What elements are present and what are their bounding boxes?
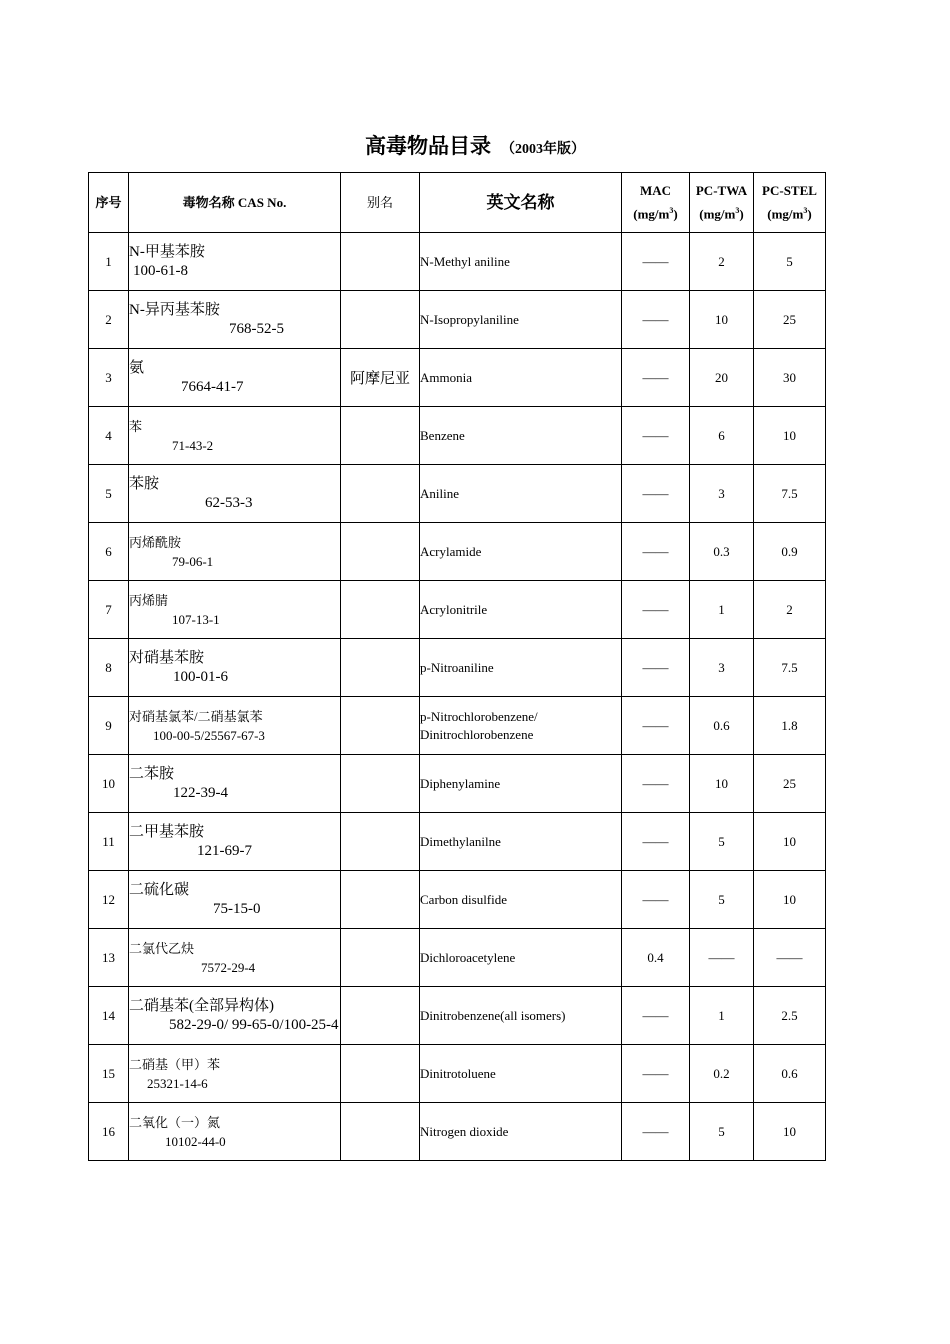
table-row bbox=[89, 581, 826, 639]
row-number: 3 bbox=[89, 349, 129, 407]
english-name-cell bbox=[420, 871, 622, 929]
cas-number: 71-43-2 bbox=[172, 437, 214, 453]
alias-cell bbox=[341, 639, 420, 697]
english-name: Acrylonitrile bbox=[420, 601, 488, 617]
table-row bbox=[89, 639, 826, 697]
table-row bbox=[89, 465, 826, 523]
row-number: 1 bbox=[89, 233, 129, 291]
pc-twa-value: 2 bbox=[690, 233, 754, 291]
header-pc-twa bbox=[690, 173, 754, 233]
english-name-cell bbox=[420, 697, 622, 755]
table-row bbox=[89, 1103, 826, 1161]
alias-cell bbox=[341, 1045, 420, 1103]
table-row bbox=[89, 233, 826, 291]
row-number: 4 bbox=[89, 407, 129, 465]
pc-twa-value: 0.3 bbox=[690, 523, 754, 581]
alias-cell bbox=[341, 813, 420, 871]
mac-value: —— bbox=[622, 581, 690, 639]
pc-stel-value: 7.5 bbox=[754, 465, 826, 523]
header-no: 序号 bbox=[89, 173, 129, 233]
english-name: Dimethylanilne bbox=[420, 833, 501, 849]
alias-cell bbox=[341, 523, 420, 581]
pc-stel-value: 25 bbox=[754, 291, 826, 349]
pc-twa-value: 5 bbox=[690, 1103, 754, 1161]
table-row bbox=[89, 349, 826, 407]
row-number: 15 bbox=[89, 1045, 129, 1103]
english-name: Dinitrotoluene bbox=[420, 1065, 496, 1081]
cas-number: 100-61-8 bbox=[133, 262, 188, 279]
header-twa-label: PC-TWA bbox=[695, 182, 748, 198]
cas-number: 25321-14-6 bbox=[147, 1075, 208, 1091]
substance-chinese-name: 二硝基（甲）苯 bbox=[129, 1056, 221, 1072]
substance-chinese-name: 二苯胺 bbox=[129, 765, 175, 782]
table-row bbox=[89, 1045, 826, 1103]
header-mac-unit: $(mg/m^3)$ bbox=[633, 205, 678, 222]
pc-twa-value: 10 bbox=[690, 755, 754, 813]
mac-value: —— bbox=[622, 465, 690, 523]
pc-twa-value: 1 bbox=[690, 987, 754, 1045]
mac-value: —— bbox=[622, 349, 690, 407]
mac-value: —— bbox=[622, 1045, 690, 1103]
row-number: 11 bbox=[89, 813, 129, 871]
substance-chinese-name: 苯胺 bbox=[129, 475, 160, 492]
pc-twa-value: 5 bbox=[690, 871, 754, 929]
pc-stel-value: 2.5 bbox=[754, 987, 826, 1045]
substance-chinese-name: N-异丙基苯胺 bbox=[129, 301, 220, 318]
substance-name-cell bbox=[129, 291, 341, 349]
english-name-cell bbox=[420, 1045, 622, 1103]
english-name: Benzene bbox=[420, 427, 465, 443]
table-row bbox=[89, 813, 826, 871]
row-number: 6 bbox=[89, 523, 129, 581]
substance-name-cell bbox=[129, 697, 341, 755]
cas-number: 582-29-0/ 99-65-0/100-25-4 bbox=[169, 1016, 339, 1033]
table-row bbox=[89, 291, 826, 349]
english-name: Dinitrobenzene(all isomers) bbox=[420, 1007, 566, 1023]
substance-name-cell bbox=[129, 523, 341, 581]
header-english-name: 英文名称 bbox=[420, 173, 622, 233]
pc-stel-value: 2 bbox=[754, 581, 826, 639]
english-name-cell bbox=[420, 523, 622, 581]
pc-twa-value: 0.2 bbox=[690, 1045, 754, 1103]
alias-cell bbox=[341, 581, 420, 639]
substance-name-cell bbox=[129, 987, 341, 1045]
table-row bbox=[89, 871, 826, 929]
english-name: p-Nitrochlorobenzene/ bbox=[420, 708, 538, 724]
substance-name-cell bbox=[129, 929, 341, 987]
substance-name-cell bbox=[129, 755, 341, 813]
english-name: Ammonia bbox=[420, 369, 472, 385]
table-row bbox=[89, 407, 826, 465]
row-number: 5 bbox=[89, 465, 129, 523]
english-name: Nitrogen dioxide bbox=[420, 1123, 509, 1139]
pc-twa-value: 5 bbox=[690, 813, 754, 871]
mac-value: —— bbox=[622, 639, 690, 697]
pc-twa-value: 3 bbox=[690, 465, 754, 523]
alias-cell bbox=[341, 1103, 420, 1161]
cas-number: 100-01-6 bbox=[173, 668, 228, 685]
english-name-cell bbox=[420, 755, 622, 813]
row-number: 8 bbox=[89, 639, 129, 697]
mac-value: —— bbox=[622, 291, 690, 349]
english-name: Diphenylamine bbox=[420, 775, 501, 791]
alias-cell bbox=[341, 987, 420, 1045]
alias-cell bbox=[341, 407, 420, 465]
substance-chinese-name: 苯 bbox=[129, 418, 143, 434]
cas-number: 7664-41-7 bbox=[181, 378, 244, 395]
substance-name-cell bbox=[129, 871, 341, 929]
substance-name-cell bbox=[129, 407, 341, 465]
english-name-line2: Dinitrochlorobenzene bbox=[420, 726, 534, 742]
english-name-cell bbox=[420, 349, 622, 407]
mac-value: —— bbox=[622, 523, 690, 581]
title-edition: （2003年版） bbox=[501, 142, 585, 157]
row-number: 12 bbox=[89, 871, 129, 929]
pc-stel-value: —— bbox=[754, 929, 826, 987]
header-twa-unit: $(mg/m^3)$ bbox=[699, 205, 744, 222]
pc-stel-value: 1.8 bbox=[754, 697, 826, 755]
cas-number: 79-06-1 bbox=[172, 553, 214, 569]
pc-stel-value: 10 bbox=[754, 813, 826, 871]
substance-chinese-name: 对硝基苯胺 bbox=[129, 649, 205, 666]
alias-cell bbox=[341, 929, 420, 987]
mac-value: —— bbox=[622, 987, 690, 1045]
pc-twa-value: 3 bbox=[690, 639, 754, 697]
english-name: Dichloroacetylene bbox=[420, 949, 516, 965]
english-name-cell bbox=[420, 929, 622, 987]
row-number: 7 bbox=[89, 581, 129, 639]
cas-number: 100-00-5/25567-67-3 bbox=[153, 727, 265, 743]
mac-value: —— bbox=[622, 1103, 690, 1161]
substance-chinese-name: N-甲基苯胺 bbox=[129, 243, 205, 260]
mac-value: —— bbox=[622, 755, 690, 813]
page-title bbox=[0, 130, 950, 160]
substance-chinese-name: 丙烯酰胺 bbox=[129, 534, 182, 550]
row-number: 13 bbox=[89, 929, 129, 987]
english-name-cell bbox=[420, 1103, 622, 1161]
mac-value: 0.4 bbox=[622, 929, 690, 987]
table-row bbox=[89, 987, 826, 1045]
english-name-cell bbox=[420, 581, 622, 639]
mac-value: —— bbox=[622, 233, 690, 291]
pc-stel-value: 0.9 bbox=[754, 523, 826, 581]
english-name-cell bbox=[420, 465, 622, 523]
pc-stel-value: 30 bbox=[754, 349, 826, 407]
cas-number: 7572-29-4 bbox=[201, 959, 256, 975]
substance-name-cell bbox=[129, 639, 341, 697]
pc-twa-value: 10 bbox=[690, 291, 754, 349]
english-name-cell bbox=[420, 639, 622, 697]
english-name-cell bbox=[420, 233, 622, 291]
substance-chinese-name: 二硝基苯(全部异构体) bbox=[129, 997, 274, 1014]
mac-value: —— bbox=[622, 697, 690, 755]
header-pc-stel bbox=[754, 173, 826, 233]
english-name-cell bbox=[420, 291, 622, 349]
row-number: 14 bbox=[89, 987, 129, 1045]
header-stel-unit: $(mg/m^3)$ bbox=[767, 205, 812, 222]
cas-number: 75-15-0 bbox=[213, 900, 261, 917]
english-name: N-Isopropylaniline bbox=[420, 311, 519, 327]
cas-number: 122-39-4 bbox=[173, 784, 228, 801]
pc-twa-value: 6 bbox=[690, 407, 754, 465]
substance-name-cell bbox=[129, 1103, 341, 1161]
table-row bbox=[89, 929, 826, 987]
substance-name-cell bbox=[129, 233, 341, 291]
alias-cell bbox=[341, 755, 420, 813]
table-row bbox=[89, 523, 826, 581]
substance-name-cell bbox=[129, 581, 341, 639]
pc-twa-value: 1 bbox=[690, 581, 754, 639]
header-alias: 别名 bbox=[341, 173, 420, 233]
title-main: 高毒物品目录 bbox=[365, 134, 491, 158]
cas-number: 107-13-1 bbox=[172, 611, 220, 627]
pc-stel-value: 7.5 bbox=[754, 639, 826, 697]
header-stel-label: PC-STEL bbox=[762, 182, 817, 198]
pc-twa-value: 20 bbox=[690, 349, 754, 407]
cas-number: 121-69-7 bbox=[197, 842, 252, 859]
english-name-cell bbox=[420, 987, 622, 1045]
substance-chinese-name: 丙烯腈 bbox=[129, 592, 169, 608]
toxic-substances-table bbox=[88, 172, 826, 1161]
table-header-row bbox=[89, 173, 826, 233]
substance-chinese-name: 二氯代乙炔 bbox=[129, 940, 195, 956]
substance-chinese-name: 二氧化（一）氮 bbox=[129, 1114, 221, 1130]
header-mac bbox=[622, 173, 690, 233]
pc-stel-value: 10 bbox=[754, 1103, 826, 1161]
pc-twa-value: 0.6 bbox=[690, 697, 754, 755]
cas-number: 768-52-5 bbox=[229, 320, 284, 337]
substance-chinese-name: 二硫化碳 bbox=[129, 881, 190, 898]
pc-twa-value: —— bbox=[690, 929, 754, 987]
alias-cell bbox=[341, 291, 420, 349]
alias-cell: 阿摩尼亚 bbox=[341, 349, 420, 407]
alias-cell bbox=[341, 465, 420, 523]
english-name: Carbon disulfide bbox=[420, 891, 508, 907]
cas-number: 62-53-3 bbox=[205, 494, 253, 511]
english-name: p-Nitroaniline bbox=[420, 659, 494, 675]
row-number: 2 bbox=[89, 291, 129, 349]
english-name: Aniline bbox=[420, 485, 459, 501]
english-name: N-Methyl aniline bbox=[420, 253, 510, 269]
pc-stel-value: 0.6 bbox=[754, 1045, 826, 1103]
substance-name-cell bbox=[129, 465, 341, 523]
pc-stel-value: 10 bbox=[754, 407, 826, 465]
alias-cell bbox=[341, 697, 420, 755]
table-row bbox=[89, 697, 826, 755]
substance-name-cell bbox=[129, 1045, 341, 1103]
substance-name-cell bbox=[129, 813, 341, 871]
mac-value: —— bbox=[622, 407, 690, 465]
row-number: 16 bbox=[89, 1103, 129, 1161]
alias-cell bbox=[341, 233, 420, 291]
substance-chinese-name: 二甲基苯胺 bbox=[129, 823, 205, 840]
substance-name-cell bbox=[129, 349, 341, 407]
header-mac-label: MAC bbox=[639, 182, 672, 198]
alias-cell bbox=[341, 871, 420, 929]
table-row bbox=[89, 755, 826, 813]
pc-stel-value: 5 bbox=[754, 233, 826, 291]
substance-chinese-name: 氨 bbox=[129, 359, 145, 376]
row-number: 9 bbox=[89, 697, 129, 755]
substance-chinese-name: 对硝基氯苯/二硝基氯苯 bbox=[129, 708, 263, 724]
english-name: Acrylamide bbox=[420, 543, 482, 559]
pc-stel-value: 10 bbox=[754, 871, 826, 929]
mac-value: —— bbox=[622, 813, 690, 871]
english-name-cell bbox=[420, 813, 622, 871]
cas-number: 10102-44-0 bbox=[165, 1133, 226, 1149]
mac-value: —— bbox=[622, 871, 690, 929]
row-number: 10 bbox=[89, 755, 129, 813]
english-name-cell bbox=[420, 407, 622, 465]
pc-stel-value: 25 bbox=[754, 755, 826, 813]
header-name-cas: 毒物名称 CAS No. bbox=[129, 173, 341, 233]
